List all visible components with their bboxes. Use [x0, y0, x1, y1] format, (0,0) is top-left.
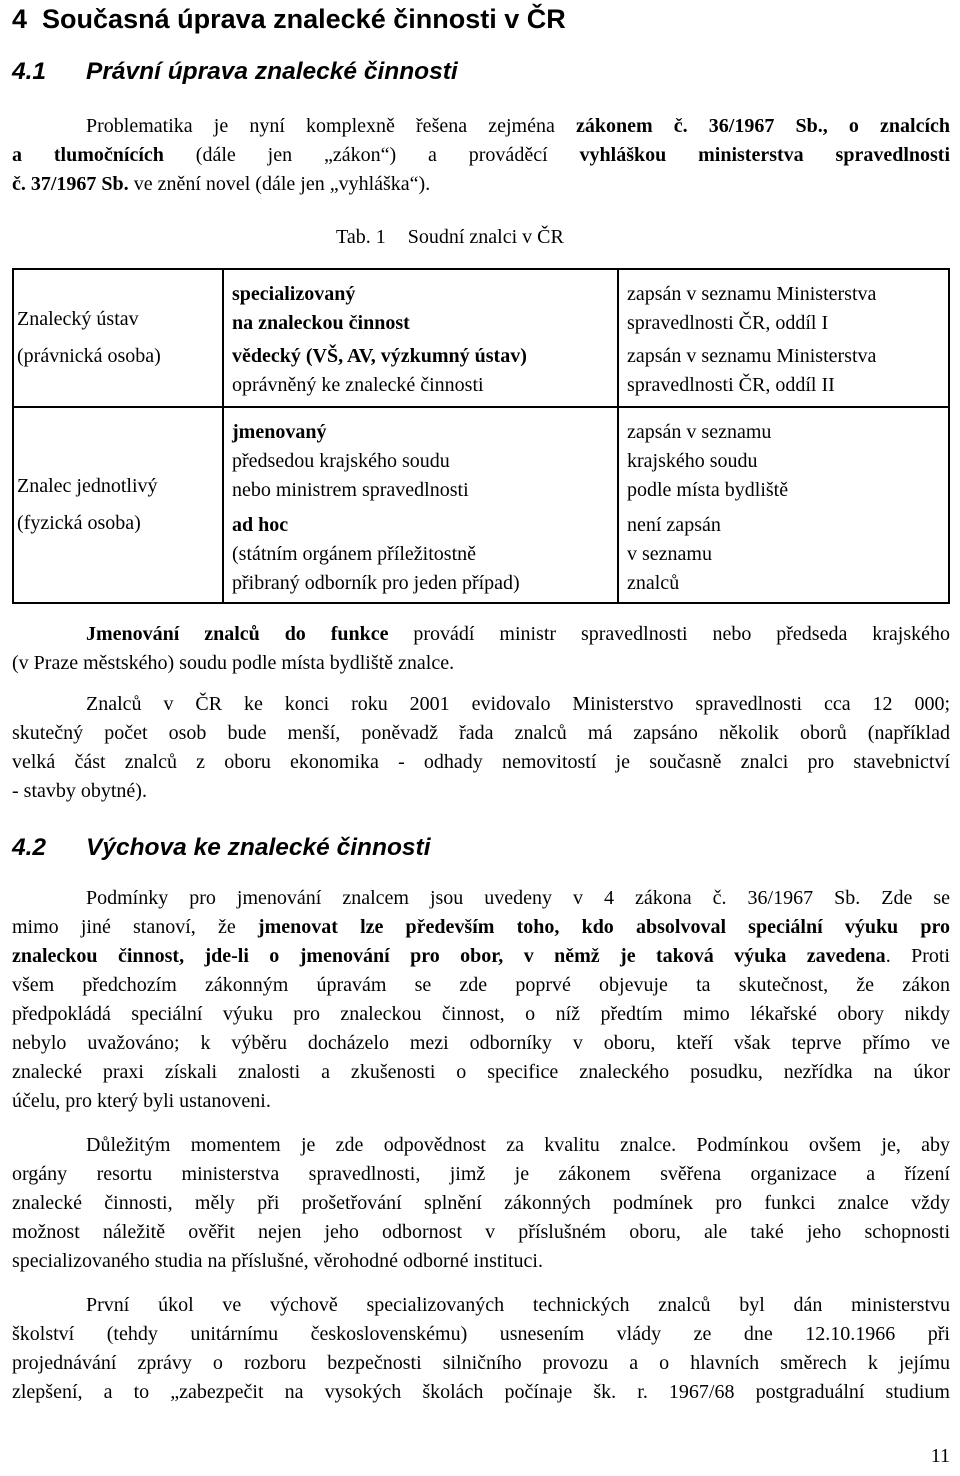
paragraph-line: všem předchozím zákonným úpravám se zde poprvé objevuje ta skutečnost, že zákon [12, 974, 950, 996]
cell-line: krajského soudu [627, 450, 758, 472]
paragraph-line: možnost náležitě ověřit nejen jeho odbornost v příslušném oboru, ale také jeho schopnosti [12, 1221, 950, 1243]
paragraph-line: První úkol ve výchově specializovaných technických znalců byl dán ministerstvu [86, 1294, 950, 1316]
row-type-cell [13, 407, 223, 603]
intro-text: (dále jen „zákon“) a prováděcí [163, 144, 580, 166]
row-type-cell [13, 269, 223, 407]
cell-line: oprávněný ke znalecké činnosti [232, 374, 484, 396]
emphasis: jmenovat lze především toho, kdo absolvoval speciální výuku pro [257, 916, 951, 938]
paragraph-line: projednávání zprávy o rozboru bezpečnosti silničního provozu a o hlavních směrech k jejímu [12, 1352, 950, 1374]
paragraph-line: zlepšení, a to „zabezpečit na vysokých školách počínaje šk. r. 1967/68 postgraduální studium [12, 1381, 950, 1403]
cell-line: není zapsán [627, 514, 721, 536]
paragraph-line: Podmínky pro jmenování znalcem jsou uvedeny v 4 zákona č. 36/1967 Sb. Zde se [86, 887, 950, 909]
table-cell [618, 407, 949, 505]
cell-line: zapsán v seznamu Ministerstva [627, 283, 877, 305]
paragraph-prvni [12, 1291, 950, 1407]
paragraph-text: . Proti [885, 945, 950, 967]
page-number: 11 [930, 1445, 950, 1467]
paragraph-line: předpokládá speciální výuku pro znaleckou činnost, o níž předtím mimo lékařské obory nikdy [12, 1003, 950, 1025]
table-cell [223, 269, 618, 338]
cell-line: spravedlnosti ČR, oddíl I [627, 312, 829, 334]
cell-line: znalců [627, 572, 680, 594]
paragraph-line: specializovaného studia na příslušné, věrohodné odborné instituci. [12, 1250, 543, 1272]
paragraph-line: Důležitým momentem je zde odpovědnost za kvalitu znalce. Podmínkou ovšem je, aby [86, 1134, 950, 1156]
paragraph-line: znalecké praxi získali znalosti a zkušenosti o specifice znaleckého posudku, nezřídka na úkor [12, 1061, 950, 1083]
row-type-note: (fyzická osoba) [17, 512, 141, 534]
cell-line: na znaleckou činnost [232, 312, 410, 334]
cell-line: vědecký (VŠ, AV, výzkumný ústav) [232, 345, 527, 367]
cell-line: přibraný odborník pro jeden případ) [232, 572, 520, 594]
paragraph-line: orgány resortu ministerstva spravedlnosti, jimž je zákonem svěřena organizace a řízení [12, 1163, 950, 1185]
cell-line: zapsán v seznamu [627, 421, 772, 443]
subsection-heading-4-2 [12, 834, 431, 862]
table-cell [223, 338, 618, 407]
row-type-note: (právnická osoba) [17, 345, 161, 367]
experts-table [12, 268, 950, 604]
table-cell [618, 269, 949, 338]
subsection-title: Právní úprava znalecké činnosti [86, 58, 458, 85]
paragraph-line: nebylo uvažováno; k výběru docházelo mezi odborníky v oboru, kteří však teprve přímo ve [12, 1032, 950, 1054]
table-cell [618, 505, 949, 603]
cell-line: předsedou krajského soudu [232, 450, 450, 472]
paragraph-text: provádí ministr spravedlnosti nebo předseda krajského [388, 623, 950, 645]
paragraph-line: skutečný počet osob bude menší, poněvadž řada znalců má zapsáno několik oborů (například [12, 722, 950, 744]
subsection-number: 4.2 [12, 834, 47, 861]
paragraph-line: účelu, pro který byli ustanoveni. [12, 1090, 271, 1112]
paragraph-podminky [12, 884, 950, 1116]
intro-text: Problematika je nyní komplexně řešena zejména [86, 115, 576, 137]
paragraph-jmenovani [12, 620, 950, 678]
paragraph-line: školství (tehdy unitárnímu československému) usnesením vlády ze dne 12.10.1966 při [12, 1323, 950, 1345]
paragraph-line: Znalců v ČR ke konci roku 2001 evidovalo Ministerstvo spravedlnosti cca 12 000; [86, 693, 950, 715]
cell-line: spravedlnosti ČR, oddíl II [627, 374, 835, 396]
cell-line: jmenovaný [232, 421, 327, 443]
cell-line: nebo ministrem spravedlnosti [232, 479, 469, 501]
paragraph-dulezitym [12, 1131, 950, 1276]
paragraph-line: velká část znalců z oboru ekonomika - odhady nemovitostí je současně znalci pro stavebnictví [12, 751, 950, 773]
intro-paragraph [12, 112, 950, 199]
paragraph-text: mimo jiné stanoví, že [12, 916, 258, 938]
decree-reference: vyhláškou ministerstva spravedlnosti [579, 144, 950, 166]
cell-line: v seznamu [627, 543, 712, 565]
cell-line: podle místa bydliště [627, 479, 789, 501]
table-label: Tab. 1 [336, 226, 386, 248]
law-title: , o znalcích [822, 115, 951, 137]
paragraph-znalcu [12, 690, 950, 806]
subsection-title: Výchova ke znalecké činnosti [86, 834, 431, 861]
cell-line: (státním orgánem příležitostně [232, 543, 477, 565]
paragraph-line: znalecké činnosti, měly při prošetřování splnění zákonných podmínek pro funkci znalce vždy [12, 1192, 950, 1214]
subsection-number: 4.1 [12, 58, 47, 85]
table-cell [618, 338, 949, 407]
cell-line: zapsán v seznamu Ministerstva [627, 345, 877, 367]
row-type: Znalec jednotlivý [17, 475, 158, 497]
cell-line: specializovaný [232, 283, 356, 305]
law-reference: zákonem č. 36/1967 Sb. [576, 115, 823, 137]
section-heading [12, 4, 566, 35]
table-title: Soudní znalci v ČR [407, 226, 564, 248]
section-title: Současná úprava znalecké činnosti v ČR [42, 4, 566, 34]
table-cell [223, 505, 618, 603]
emphasis: znaleckou činnost, jde-li o jmenování pro obor, v němž je taková výuka zavedena [12, 945, 886, 967]
emphasis: Jmenování znalců do funkce [86, 623, 389, 645]
paragraph-line: (v Praze městského) soudu podle místa bydliště znalce. [12, 652, 455, 674]
decree-number: č. 37/1967 Sb. [12, 173, 129, 195]
table-caption [336, 226, 564, 249]
subsection-heading-4-1 [12, 58, 458, 86]
section-number: 4 [12, 4, 28, 34]
table-cell [223, 407, 618, 505]
row-type: Znalecký ústav [17, 308, 139, 330]
law-title: a tlumočnících [12, 144, 164, 166]
cell-line: ad hoc [232, 514, 289, 536]
intro-text: ve znění novel (dále jen „vyhláška“). [128, 173, 431, 195]
table-row [13, 269, 949, 338]
table-row [13, 407, 949, 505]
paragraph-line: - stavby obytné). [12, 780, 147, 802]
